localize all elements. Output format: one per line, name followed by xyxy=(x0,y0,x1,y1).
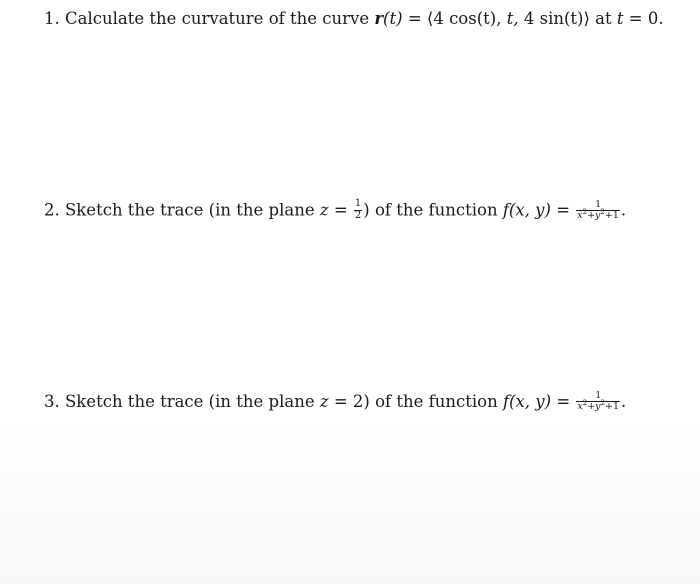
period: . xyxy=(620,200,627,220)
fraction-numerator: 1 xyxy=(576,200,620,211)
equals-sign-2: = xyxy=(556,200,571,220)
equals-sign: = xyxy=(407,9,422,28)
t-variable: t xyxy=(616,9,624,28)
component-2: t, xyxy=(506,9,519,28)
middle-text: of the function xyxy=(374,200,498,220)
component-1: 4 cos(t), xyxy=(433,9,502,28)
fraction-numerator: 1 xyxy=(576,391,620,402)
z-variable: z xyxy=(319,391,329,411)
equals-sign-2: = xyxy=(556,391,571,411)
fraction-denominator: 2 xyxy=(354,209,362,221)
problem-text: Sketch the trace (in the plane xyxy=(65,391,315,411)
t-value: 0. xyxy=(647,9,664,28)
at-word: at xyxy=(595,9,612,28)
z-variable: z xyxy=(319,200,329,220)
problem-number: 1. xyxy=(44,9,60,28)
function-name: f(x, y) xyxy=(502,200,551,220)
problem-number: 3. xyxy=(44,391,60,411)
problem-text: Sketch the trace (in the plane xyxy=(65,200,315,220)
fraction-numerator: 1 xyxy=(354,198,362,209)
equals-sign: = xyxy=(333,391,348,411)
plane-value: 2) xyxy=(352,391,370,411)
function-fraction xyxy=(576,200,620,221)
t-equals: = xyxy=(628,9,643,28)
problem-2 xyxy=(44,200,626,222)
period: . xyxy=(621,391,627,411)
problem-3 xyxy=(44,392,626,413)
problem-text: Calculate the curvature of the curve xyxy=(65,9,370,28)
equals-sign: = xyxy=(333,200,348,220)
vector-close: ⟩ xyxy=(583,9,590,28)
plane-fraction xyxy=(354,199,362,221)
fraction-denominator: $x^2+y^2+1$ xyxy=(577,207,619,221)
close-paren: ) xyxy=(363,200,370,220)
fraction-denominator: $x^2+y^2+1$ xyxy=(577,398,620,412)
vector-open: ⟨ xyxy=(426,9,434,28)
problem-number: 2. xyxy=(44,200,60,220)
component-3: 4 sin(t) xyxy=(523,9,584,28)
middle-text: of the function xyxy=(375,391,498,411)
vector-arg: (t) xyxy=(383,9,403,28)
function-name: f(x, y) xyxy=(502,391,552,411)
vector-r: r xyxy=(374,9,384,28)
problem-1 xyxy=(44,11,664,28)
function-fraction xyxy=(576,391,620,412)
